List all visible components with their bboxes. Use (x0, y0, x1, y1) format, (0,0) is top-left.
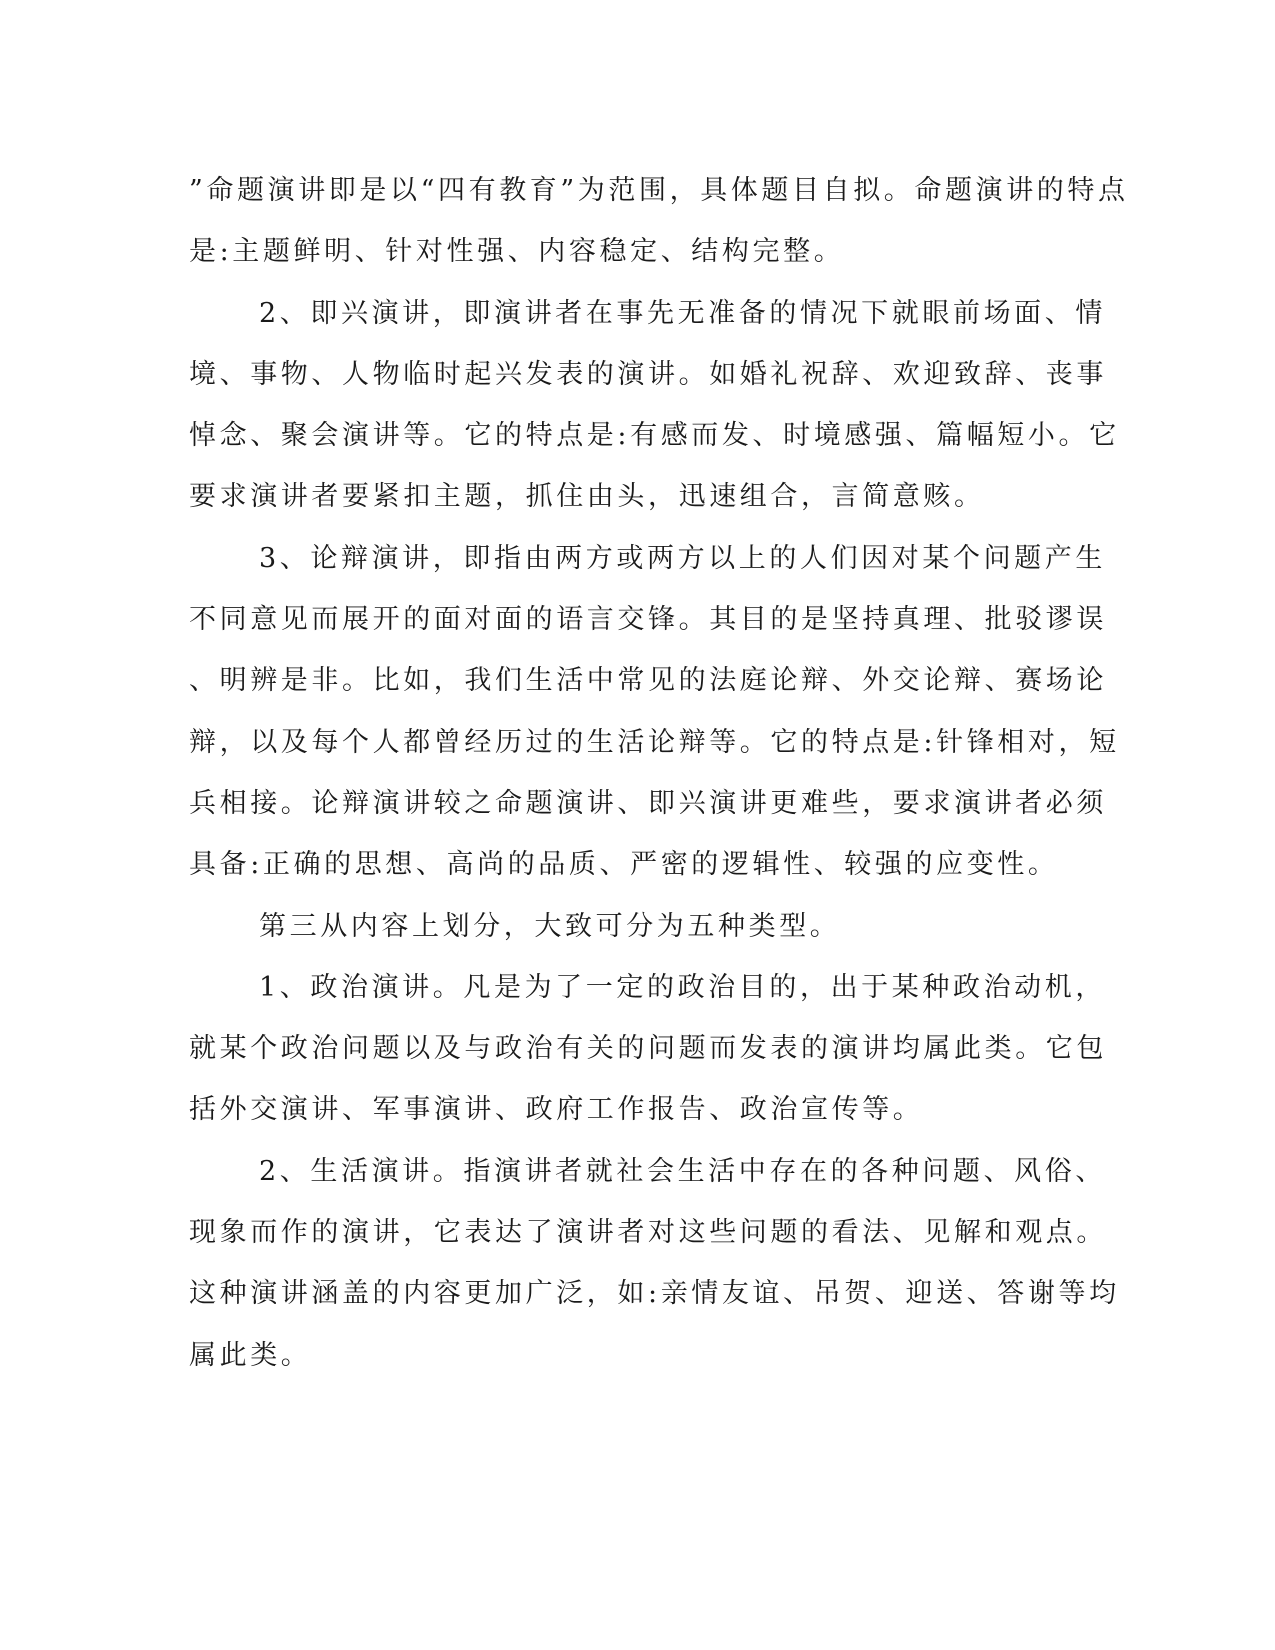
text-line: 就某个政治问题以及与政治有关的问题而发表的演讲均属此类。它包 (189, 1033, 1107, 1065)
text-line: 辩，以及每个人都曾经历过的生活论辩等。它的特点是:针锋相对，短 (189, 726, 1120, 758)
paragraph-start-line: 2、即兴演讲，即演讲者在事先无准备的情况下就眼前场面、情 (259, 297, 1106, 329)
text-line: 境、事物、人物临时起兴发表的演讲。如婚礼祝辞、欢迎致辞、丧事 (189, 358, 1107, 390)
text-line: 要求演讲者要紧扣主题，抓住由头，迅速组合，言简意赅。 (189, 481, 985, 513)
text-line: 、明辨是非。比如，我们生活中常见的法庭论辩、外交论辩、赛场论 (189, 665, 1107, 697)
paragraph-start-line: 1、政治演讲。凡是为了一定的政治目的，出于某种政治动机， (259, 971, 1106, 1003)
text-line: 这种演讲涵盖的内容更加广泛，如:亲情友谊、吊贺、迎送、答谢等均 (189, 1278, 1120, 1310)
paragraph-start-line: 2、生活演讲。指演讲者就社会生活中存在的各种问题、风俗、 (259, 1155, 1106, 1187)
text-line: 是:主题鲜明、针对性强、内容稳定、结构完整。 (189, 236, 845, 268)
text-line: 现象而作的演讲，它表达了演讲者对这些问题的看法、见解和观点。 (189, 1217, 1107, 1249)
text-line: 属此类。 (189, 1339, 312, 1371)
text-line: 不同意见而展开的面对面的语言交锋。其目的是坚持真理、批驳谬误 (189, 604, 1107, 636)
text-line: 括外交演讲、军事演讲、政府工作报告、政治宣传等。 (189, 1094, 924, 1126)
text-line: 具备:正确的思想、高尚的品质、严密的逻辑性、较强的应变性。 (189, 849, 1059, 881)
text-line: 悼念、聚会演讲等。它的特点是:有感而发、时境感强、篇幅短小。它 (189, 420, 1120, 452)
paragraph-start-line: 第三从内容上划分，大致可分为五种类型。 (259, 910, 841, 942)
text-line: ”命题演讲即是以“四有教育”为范围，具体题目自拟。命题演讲的特点 (189, 175, 1129, 206)
paragraph-start-line: 3、论辩演讲，即指由两方或两方以上的人们因对某个问题产生 (259, 542, 1106, 574)
body-text (189, 160, 1129, 1386)
text-line: 兵相接。论辩演讲较之命题演讲、即兴演讲更难些，要求演讲者必须 (189, 787, 1107, 819)
